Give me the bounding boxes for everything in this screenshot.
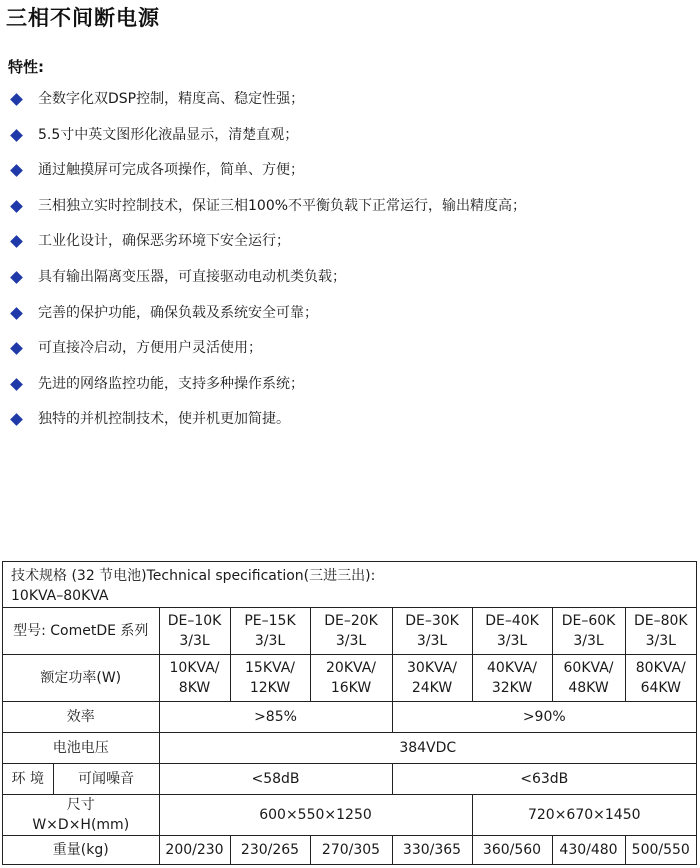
power-cell: 30KVA/ 24KW [392, 655, 472, 702]
feature-text: 全数字化双DSP控制，精度高、稳定性强； [38, 91, 305, 107]
spec-table-header [3, 562, 696, 608]
power-cell: 40KVA/ 32KW [472, 655, 552, 702]
weight-cell: 200/230 [159, 836, 230, 865]
power-cell: 10KVA/ 8KW [159, 655, 230, 702]
efficiency-low: >85% [159, 702, 392, 733]
feature-text: 完善的保护功能，确保负载及系统安全可靠； [38, 304, 318, 321]
environment-label: 环 境 [3, 764, 53, 795]
diamond-bullet-icon [10, 200, 23, 213]
weight-cell: 230/265 [230, 836, 310, 865]
spec-table [2, 561, 697, 865]
page-title: 三相不间断电源 [6, 6, 160, 30]
battery-value: 384VDC [159, 733, 696, 764]
diamond-bullet-icon [10, 307, 23, 320]
table-row-model [3, 608, 696, 655]
noise-label: 可闻噪音 [53, 764, 159, 795]
dimensions-low: 600×550×1250 [159, 795, 472, 836]
diamond-bullet-icon [10, 129, 23, 142]
dimensions-high: 720×670×1450 [472, 795, 696, 836]
spec-grid [3, 608, 696, 864]
model-cell: DE–10K 3/3L [159, 608, 230, 655]
model-cell: PE–15K 3/3L [230, 608, 310, 655]
weight-cell: 360/560 [472, 836, 552, 865]
dimensions-label: 尺寸 W×D×H(mm) [3, 795, 159, 836]
table-row-noise [3, 764, 696, 795]
diamond-bullet-icon [10, 271, 23, 284]
feature-text: 先进的网络监控功能，支持多种操作系统； [38, 375, 304, 392]
features-heading: 特性: [8, 58, 44, 76]
battery-label: 电池电压 [3, 733, 159, 764]
model-cell: DE–40K 3/3L [472, 608, 552, 655]
model-cell: DE–30K 3/3L [392, 608, 472, 655]
feature-text: 工业化设计，确保恶劣环境下安全运行； [38, 233, 290, 250]
model-cell: DE–60K 3/3L [552, 608, 625, 655]
feature-text: 可直接冷启动，方便用户灵活使用； [38, 340, 262, 357]
table-row-efficiency [3, 702, 696, 733]
power-cell: 20KVA/ 16KW [310, 655, 392, 702]
diamond-bullet-icon [10, 342, 23, 355]
diamond-bullet-icon [10, 413, 23, 426]
feature-text: 5.5寸中英文图形化液晶显示，清楚直观； [38, 126, 299, 143]
feature-text: 独特的并机控制技术，使并机更加简捷。 [38, 411, 290, 428]
diamond-bullet-icon [10, 164, 23, 177]
spec-header-line-2: 10KVA–80KVA [11, 588, 109, 604]
diamond-bullet-icon [10, 93, 23, 106]
weight-label: 重量(kg) [3, 836, 159, 865]
table-row-weight [3, 836, 696, 865]
diamond-bullet-icon [10, 236, 23, 249]
table-row-power [3, 655, 696, 702]
feature-text: 三相独立实时控制技术，保证三相100%不平衡负载下正常运行，输出精度高； [38, 197, 527, 214]
spec-header-line-1: 技术规格 (32 节电池)Technical specification(三进三出): [11, 568, 376, 584]
power-cell: 15KVA/ 12KW [230, 655, 310, 702]
diamond-bullet-icon [10, 378, 23, 391]
model-label: 型号: CometDE 系列 [3, 608, 159, 655]
table-row-dimensions [3, 795, 696, 836]
power-cell: 60KVA/ 48KW [552, 655, 625, 702]
efficiency-high: >90% [392, 702, 696, 733]
table-row-battery [3, 733, 696, 764]
noise-high: <63dB [392, 764, 696, 795]
feature-text: 通过触摸屏可完成各项操作，简单、方便； [38, 162, 304, 179]
weight-cell: 500/550 [625, 836, 696, 865]
weight-cell: 330/365 [392, 836, 472, 865]
feature-text: 具有输出隔离变压器，可直接驱动电动机类负载； [38, 268, 346, 285]
weight-cell: 430/480 [552, 836, 625, 865]
model-cell: DE–80K 3/3L [625, 608, 696, 655]
model-cell: DE–20K 3/3L [310, 608, 392, 655]
weight-cell: 270/305 [310, 836, 392, 865]
power-cell: 80KVA/ 64KW [625, 655, 696, 702]
noise-low: <58dB [159, 764, 392, 795]
efficiency-label: 效率 [3, 702, 159, 733]
power-label: 额定功率(W) [3, 655, 159, 702]
